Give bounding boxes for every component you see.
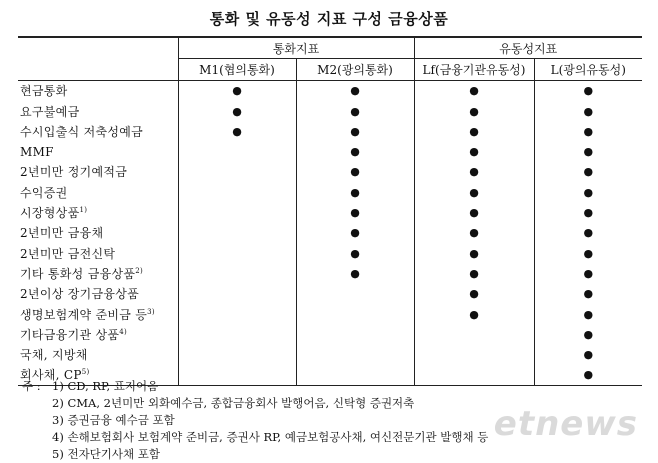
indicator-cell xyxy=(414,263,534,283)
indicator-cell xyxy=(414,324,534,344)
indicator-cell xyxy=(296,324,414,344)
table-row xyxy=(18,263,642,283)
indicator-cell xyxy=(414,243,534,263)
indicator-cell xyxy=(178,121,296,141)
indicator-cell xyxy=(414,202,534,222)
inclusion-dot-icon: ● xyxy=(469,307,479,321)
footnote-4: 4) 손해보험회사 보험계약 준비금, 증권사 RP, 예금보험공사채, 여신전문기관 발행채 등 xyxy=(52,430,489,444)
corner-header xyxy=(18,37,178,59)
inclusion-dot-icon: ● xyxy=(469,287,479,301)
indicator-cell xyxy=(296,243,414,263)
inclusion-dot-icon: ● xyxy=(232,84,242,98)
inclusion-dot-icon: ● xyxy=(469,185,479,199)
col-header-m2: M2(광의통화) xyxy=(296,59,414,80)
indicator-cell xyxy=(296,121,414,141)
row-label-text: 현금통화 xyxy=(20,84,68,99)
indicator-cell xyxy=(414,121,534,141)
indicator-cell xyxy=(414,182,534,202)
row-label xyxy=(18,284,178,304)
indicator-cell xyxy=(534,344,642,364)
indicator-cell xyxy=(414,304,534,324)
table-row xyxy=(18,182,642,202)
indicator-cell xyxy=(296,202,414,222)
indicator-cell xyxy=(296,162,414,182)
footnote-ref: 4) xyxy=(119,327,128,336)
row-label xyxy=(18,202,178,222)
footnote-5: 5) 전자단기사채 포함 xyxy=(52,447,160,461)
footnote-1: 1) CD, RP, 표지어음 xyxy=(52,379,159,393)
indicator-cell xyxy=(296,141,414,161)
inclusion-dot-icon: ● xyxy=(583,206,594,220)
inclusion-dot-icon: ● xyxy=(350,165,360,179)
table-row xyxy=(18,324,642,344)
inclusion-dot-icon: ● xyxy=(350,84,360,98)
row-label xyxy=(18,101,178,121)
row-label-text: 시장형상품 xyxy=(20,206,80,221)
footnote-ref: 3) xyxy=(147,307,155,316)
row-label-text: 기타금융기관 상품 xyxy=(20,327,120,342)
indicator-cell xyxy=(178,80,296,101)
indicator-cell xyxy=(178,284,296,304)
indicator-cell xyxy=(296,344,414,364)
indicator-cell xyxy=(534,141,642,161)
row-label xyxy=(18,324,178,344)
row-label xyxy=(18,304,178,324)
indicator-cell xyxy=(414,344,534,364)
inclusion-dot-icon: ● xyxy=(350,185,360,199)
row-label xyxy=(18,80,178,101)
footnote-3: 3) 증권금융 예수금 포함 xyxy=(52,413,175,427)
indicator-cell xyxy=(414,141,534,161)
indicator-cell xyxy=(178,243,296,263)
financial-products-table xyxy=(18,36,642,386)
footnote-ref: 1) xyxy=(79,206,88,215)
etnews-watermark: etnews xyxy=(493,404,638,444)
table-row xyxy=(18,284,642,304)
row-label xyxy=(18,344,178,364)
row-label-text: 요구불예금 xyxy=(20,104,80,119)
indicator-cell xyxy=(414,223,534,243)
indicator-cell xyxy=(414,162,534,182)
table-row xyxy=(18,243,642,263)
inclusion-dot-icon: ● xyxy=(583,266,594,280)
indicator-cell xyxy=(178,182,296,202)
row-label xyxy=(18,162,178,182)
footnote-2: 2) CMA, 2년미만 외화예수금, 종합금융회사 발행어음, 신탁형 증권저축 xyxy=(52,396,415,410)
inclusion-dot-icon: ● xyxy=(583,348,594,362)
indicator-cell xyxy=(178,344,296,364)
inclusion-dot-icon: ● xyxy=(583,165,594,179)
inclusion-dot-icon: ● xyxy=(232,124,242,138)
indicator-cell xyxy=(534,304,642,324)
row-label-text: 기타 통화성 금융상품 xyxy=(20,266,136,281)
indicator-cell xyxy=(178,141,296,161)
row-label-text: 국채, 지방채 xyxy=(20,348,88,363)
inclusion-dot-icon: ● xyxy=(469,206,479,220)
inclusion-dot-icon: ● xyxy=(350,246,360,260)
row-label xyxy=(18,141,178,161)
indicator-cell xyxy=(534,121,642,141)
inclusion-dot-icon: ● xyxy=(469,266,479,280)
indicator-cell xyxy=(534,162,642,182)
inclusion-dot-icon: ● xyxy=(469,104,479,118)
row-label-text: 2년미만 정기예적금 xyxy=(20,165,128,180)
indicator-cell xyxy=(534,223,642,243)
indicator-cell xyxy=(178,263,296,283)
indicator-cell xyxy=(414,284,534,304)
inclusion-dot-icon: ● xyxy=(469,226,479,240)
notes-prefix: 주 : xyxy=(22,379,41,393)
footnote-ref: 5) xyxy=(81,368,90,377)
table-row xyxy=(18,304,642,324)
inclusion-dot-icon: ● xyxy=(583,327,594,341)
indicator-cell xyxy=(178,162,296,182)
indicator-cell xyxy=(178,223,296,243)
inclusion-dot-icon: ● xyxy=(583,185,594,199)
row-label-text: 수익증권 xyxy=(20,185,68,200)
table-row xyxy=(18,141,642,161)
footnote-ref: 2) xyxy=(135,266,144,275)
table-row xyxy=(18,121,642,141)
inclusion-dot-icon: ● xyxy=(469,84,479,98)
row-label-text: 2년미만 금융채 xyxy=(20,226,104,241)
indicator-cell xyxy=(178,304,296,324)
inclusion-dot-icon: ● xyxy=(469,145,479,159)
indicator-cell xyxy=(296,223,414,243)
indicator-cell xyxy=(534,263,642,283)
indicator-cell xyxy=(296,263,414,283)
table-row xyxy=(18,101,642,121)
row-label-text: 2년이상 장기금융상품 xyxy=(20,287,140,302)
row-label-text: MMF xyxy=(20,144,54,159)
row-label-text: 생명보험계약 준비금 등 xyxy=(20,307,148,322)
indicator-cell xyxy=(534,101,642,121)
table-row xyxy=(18,223,642,243)
table-row xyxy=(18,80,642,101)
inclusion-dot-icon: ● xyxy=(469,165,479,179)
indicator-cell xyxy=(534,182,642,202)
group-header-money: 통화지표 xyxy=(178,37,414,59)
table-row xyxy=(18,202,642,222)
inclusion-dot-icon: ● xyxy=(350,266,360,280)
inclusion-dot-icon: ● xyxy=(583,368,594,382)
inclusion-dot-icon: ● xyxy=(583,145,594,159)
row-label xyxy=(18,243,178,263)
indicator-cell xyxy=(414,80,534,101)
inclusion-dot-icon: ● xyxy=(583,246,594,260)
col-header-lf: Lf(금융기관유동성) xyxy=(414,59,534,80)
row-label xyxy=(18,223,178,243)
inclusion-dot-icon: ● xyxy=(350,124,360,138)
indicator-cell xyxy=(296,101,414,121)
inclusion-dot-icon: ● xyxy=(350,226,360,240)
inclusion-dot-icon: ● xyxy=(583,104,594,118)
inclusion-dot-icon: ● xyxy=(583,307,594,321)
inclusion-dot-icon: ● xyxy=(583,124,594,138)
row-label xyxy=(18,263,178,283)
inclusion-dot-icon: ● xyxy=(583,84,594,98)
inclusion-dot-icon: ● xyxy=(583,226,594,240)
indicator-cell xyxy=(178,101,296,121)
row-label xyxy=(18,121,178,141)
inclusion-dot-icon: ● xyxy=(469,124,479,138)
indicator-cell xyxy=(534,243,642,263)
inclusion-dot-icon: ● xyxy=(583,287,594,301)
table-row xyxy=(18,344,642,364)
group-header-liquidity: 유동성지표 xyxy=(414,37,642,59)
inclusion-dot-icon: ● xyxy=(350,145,360,159)
indicator-cell xyxy=(178,324,296,344)
inclusion-dot-icon: ● xyxy=(232,104,242,118)
indicator-cell xyxy=(178,202,296,222)
indicator-cell xyxy=(534,324,642,344)
inclusion-dot-icon: ● xyxy=(469,246,479,260)
inclusion-dot-icon: ● xyxy=(350,104,360,118)
indicator-cell xyxy=(414,101,534,121)
indicator-cell xyxy=(296,284,414,304)
col-header-m1: M1(협의통화) xyxy=(178,59,296,80)
col-header-l: L(광의유동성) xyxy=(534,59,642,80)
corner-header-lower xyxy=(18,59,178,80)
indicator-cell xyxy=(534,80,642,101)
indicator-cell xyxy=(534,284,642,304)
indicator-cell xyxy=(296,304,414,324)
inclusion-dot-icon: ● xyxy=(350,206,360,220)
indicator-cell xyxy=(296,182,414,202)
table-title: 통화 및 유동성 지표 구성 금융상품 xyxy=(209,10,449,28)
row-label-text: 수시입출식 저축성예금 xyxy=(20,124,144,139)
indicator-cell xyxy=(534,365,642,386)
indicator-cell xyxy=(296,80,414,101)
table-row xyxy=(18,162,642,182)
row-label xyxy=(18,182,178,202)
footnotes xyxy=(22,378,488,463)
row-label-text: 2년미만 금전신탁 xyxy=(20,246,116,261)
row-label-text: 회사채, CP xyxy=(20,368,82,383)
indicator-cell xyxy=(534,202,642,222)
